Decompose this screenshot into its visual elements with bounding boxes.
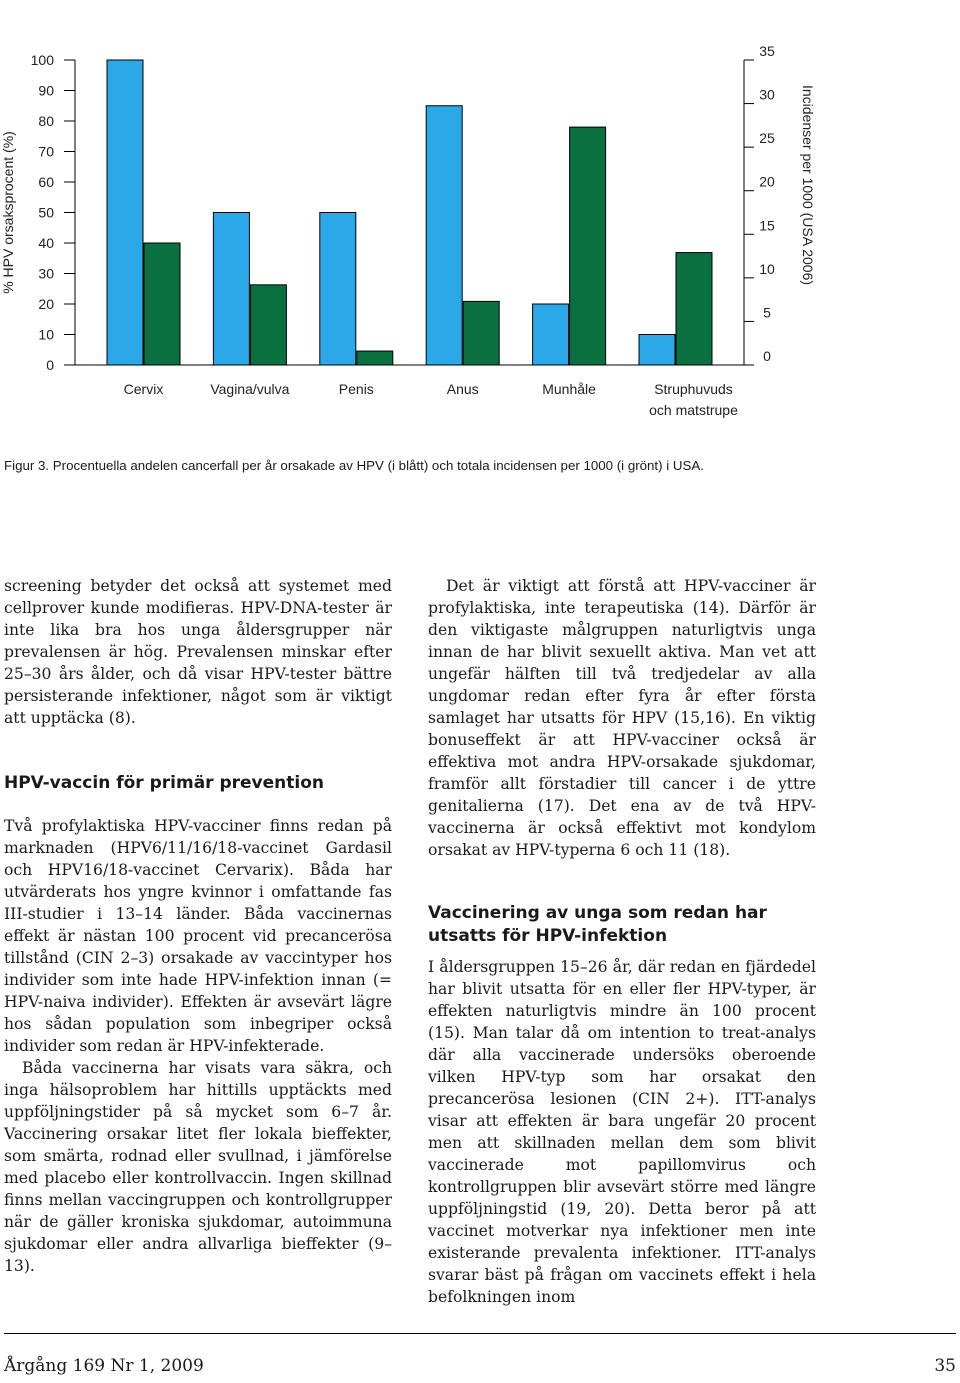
bar-incidence [676, 253, 712, 365]
y-tick-label-left: 20 [38, 296, 54, 312]
y-tick-label-left: 80 [38, 113, 54, 129]
exposed-paragraph: I åldersgruppen 15–26 år, där redan en fjärdedel har blivit utsatta för en eller fler HPV-typer, är effekten naturligtvis mindre än 100 procent (15). Man talar då om intention to treat-analys där alla vaccinerade undersöks oberoende vilken HPV-typ som har orsakat den precancerösa lesionen (CIN 2+). ITT-analys visar att effekten är bara ungefär 20 procent men att skillnaden mellan dem som blivit vaccinerade mot papillomvirus och kontrollgruppen blir avsevärt större med längre uppföljningstid (19, 20). Detta beror på att vaccinet motverkar nya infektioner men inte existerande prevalenta infektioner. ITT-analys svarar bäst på frågan om vaccinets effekt i hela befolkningen inom [428, 958, 816, 1306]
y-tick-label-left: 60 [38, 174, 54, 190]
x-tick-label: och matstrupe [649, 402, 738, 418]
y-tick-label-left: 10 [38, 326, 54, 343]
y-tick-label-right: 10 [759, 260, 775, 277]
bar-hpv-percent [639, 335, 675, 366]
section-heading-vaccine: HPV-vaccin för primär prevention [4, 773, 324, 793]
page-number: 35 [934, 1356, 956, 1376]
x-tick-label: Cervix [123, 381, 164, 397]
x-tick-label: Penis [338, 381, 374, 397]
bar-incidence [570, 127, 606, 365]
bar-hpv-percent [107, 60, 143, 365]
y-axis-label-right: Incidenser per 1000 (USA 2006) [800, 84, 816, 286]
bar-incidence [357, 351, 393, 365]
x-tick-label: Anus [446, 381, 479, 397]
right-column [428, 575, 816, 1308]
bar-hpv-percent [426, 106, 462, 365]
left-column [4, 575, 392, 1277]
y-tick-label-left: 100 [30, 52, 54, 68]
y-tick-label-right: 30 [759, 86, 775, 103]
x-tick-label: Vagina/vulva [210, 381, 290, 397]
y-tick-label-left: 70 [38, 143, 54, 160]
intro-paragraph: screening betyder det också att systemet med cellprover kunde modifieras. HPV-DNA-tester är inte lika bra hos unga åldersgrupper när prevalensen är hög. Prevalensen minskar efter 25–30 års ålder, och då visar HPV-tester bättre persisterande infektioner, något som är viktigt att upptäcka (8). [4, 577, 392, 727]
x-tick-label: Struphuvuds [654, 381, 733, 397]
y-tick-label-right: 25 [759, 130, 775, 147]
y-tick-label-right: 15 [759, 217, 775, 234]
figure-caption: Figur 3. Procentuella andelen cancerfall per år orsakade av HPV (i blått) och totala incidensen per 1000 (i grönt) i USA. [4, 458, 704, 473]
x-tick-label: Munhåle [542, 381, 596, 397]
section-heading-exposed: Vaccinering av unga som redan har utsatts för HPV-infektion [428, 903, 767, 946]
y-tick-label-left: 50 [38, 204, 54, 221]
vaccine-paragraph-2: Båda vaccinerna har visats vara säkra, och inga hälsoproblem har hittills upptäckts med uppföljningstider på så mycket som 6–7 år. Vaccinering orsakar litet fler lokala bieffekter, som smärta, rodnad eller svullnad, i jämförelse med placebo eller kontrollvaccin. Ingen skillnad finns mellan vaccingruppen och kontrollgrupper när de gäller kroniska sjukdomar, autoimmuna sjukdomar eller andra allvarliga bieffekter (9–13). [4, 1059, 392, 1275]
bar-incidence [463, 301, 499, 365]
y-tick-label-left: 40 [38, 235, 54, 251]
bar-chart [0, 30, 960, 430]
bar-hpv-percent [320, 213, 356, 366]
vaccine-paragraph-1: Två profylaktiska HPV-vacciner finns redan på marknaden (HPV6/11/16/18-vaccinet Gardasil och HPV16/18-vaccinet Cervarix). Båda har utvärderats hos yngre kvinnor i omfattande fas III-studier i 13–14 länder. Båda vaccinernas effekt är nästan 100 procent vid precancerösa tillstånd (CIN 2–3) orsakade av vaccintyper hos individer som inte hade HPV-infektion innan (= HPV-naiva individer). Effekten är avsevärt lägre hos sådan population som inbegriper också individer som redan är HPV-infekterade. [4, 817, 392, 1055]
y-tick-label-right: 0 [763, 348, 771, 364]
y-tick-label-left: 30 [38, 265, 54, 282]
bar-hpv-percent [533, 304, 569, 365]
issue-label: Årgång 169 Nr 1, 2009 [4, 1356, 204, 1376]
chart-canvas [0, 30, 960, 430]
prophylactic-paragraph: Det är viktigt att förstå att HPV-vacciner är profylaktiska, inte terapeutiska (14). Därför är den viktigaste målgruppen naturligtvis unga innan de har blivit sexuellt aktiva. Man vet att ungefär hälften till två tredjedelar av alla ungdomar redan efter fyra år efter första samlaget har utsatts för HPV (15,16). En viktig bonuseffekt är att HPV-vacciner också är effektiva mot andra HPV-orsakade sjukdomar, framför allt förstadier till cancer i de yttre genitalierna (17). Det ena av de två HPV-vaccinerna är också effektivt mot kondylom orsakat av HPV-typerna 6 och 11 (18). [428, 577, 816, 859]
y-tick-label-left: 0 [46, 357, 54, 373]
y-tick-label-left: 90 [38, 82, 54, 99]
bar-incidence [144, 243, 180, 365]
bar-incidence [250, 285, 286, 365]
y-tick-label-right: 5 [763, 304, 771, 321]
footer-divider [4, 1333, 956, 1334]
y-tick-label-right: 35 [759, 43, 775, 59]
bar-hpv-percent [213, 213, 249, 366]
y-tick-label-right: 20 [759, 173, 775, 190]
y-axis-label-left: % HPV orsaksprocent (%) [0, 131, 16, 294]
